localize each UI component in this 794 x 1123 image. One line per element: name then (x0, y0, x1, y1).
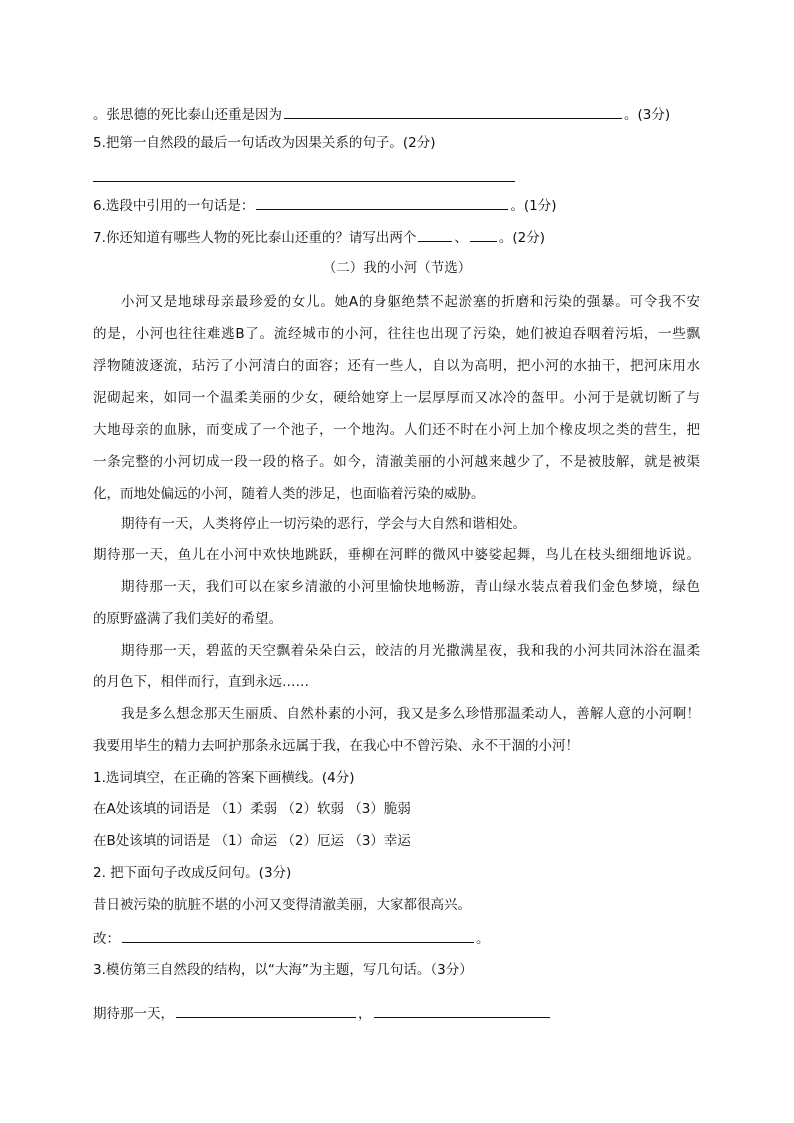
paragraph-2: 期待有一天，人类将停止一切污染的恶行，学会与大自然和谐相处。 (121, 516, 526, 532)
paragraph-4-line: 的原野盛满了我们美好的希望。 (93, 611, 282, 627)
answer-separator: ， (358, 1006, 372, 1022)
q7-separator: 、 (454, 230, 468, 246)
q5-question: 5.把第一自然段的最后一句话改为因果关系的句子。(2分) (93, 135, 436, 151)
answer-end: 。 (476, 931, 490, 947)
q6-line (93, 195, 557, 215)
q7-line (93, 227, 545, 247)
question-2-answer-blank[interactable] (122, 928, 474, 943)
q5-answer-blank[interactable] (93, 181, 515, 182)
question-1: 1.选词填空，在正确的答案下画横线。(4分) (93, 770, 355, 786)
paragraph-6-line: 我是多么想念那天生丽质、自然朴素的小河，我又是多么珍惜那温柔动人，善解人意的小河啊！ (121, 706, 700, 722)
question-3-answer-blank-1[interactable] (176, 1003, 356, 1018)
question-3: 3.模仿第三自然段的结构，以“大海”为主题，写几句话。（3分） (93, 962, 473, 978)
q7-answer-blank-1[interactable] (418, 227, 452, 242)
q7-text: 7.你还知道有哪些人物的死比泰山还重的？请写出两个 (93, 230, 417, 246)
paragraph-1-line: 泥砌起来，如同一个温柔美丽的少女，硬给她穿上一层厚厚而又冰冷的盔甲。小河于是就切断了与 (93, 390, 700, 406)
q6-answer-blank[interactable] (256, 195, 508, 210)
q4-score: 。(3分) (624, 107, 671, 123)
paragraph-3: 期待那一天，鱼儿在小河中欢快地跳跃，垂柳在河畔的微风中婆娑起舞，鸟儿在枝头细细地诉说。 (93, 547, 700, 563)
paragraph-6-line: 我要用毕生的精力去呵护那条永远属于我，在我心中不曾污染、永不干涸的小河！ (93, 738, 579, 754)
paragraph-1-line: 小河又是地球母亲最珍爱的女儿。她A的身躯绝禁不起淤塞的折磨和污染的强暴。可令我不安 (121, 294, 700, 310)
question-3-answer-line (93, 1003, 552, 1023)
paragraph-1-line: 大地母亲的血脉，而变成了一个池子，一个地沟。人们还不时在小河上加个橡皮坝之类的营生，把 (93, 422, 700, 438)
paragraph-1-line: 的是，小河也往往难逃B了。流经城市的小河，往往也出现了污染，她们被迫吞咽着污垢，一些飘 (93, 326, 700, 342)
paragraph-1-line: 一条完整的小河切成一段一段的格子。如今，清澈美丽的小河越来越少了，不是被肢解，就是被渠 (93, 454, 700, 470)
answer-label: 改： (93, 931, 120, 947)
answer-start: 期待那一天， (93, 1006, 174, 1022)
paragraph-1-line: 浮物随波逐流，玷污了小河清白的面容；还有一些人，自以为高明，把小河的水抽干，把河床用水 (93, 358, 700, 374)
q6-text: 6.选段中引用的一句话是： (93, 198, 255, 214)
paragraph-1-line: 化，而地处偏远的小河，随着人类的涉足，也面临着污染的威胁。 (93, 486, 485, 502)
q6-score: 。(1分) (510, 198, 557, 214)
question-2-sentence: 昔日被污染的肮脏不堪的小河又变得清澈美丽，大家都很高兴。 (93, 897, 471, 913)
paragraph-5-line: 的月色下，相伴而行，直到永远…… (93, 674, 309, 690)
q7-answer-blank-2[interactable] (470, 227, 497, 242)
question-1-option-a: 在A处该填的词语是 （1）柔弱 （2）软弱 （3）脆弱 (93, 801, 411, 817)
question-2: 2. 把下面句子改成反问句。(3分) (93, 865, 292, 881)
q4-text: 。张思德的死比泰山还重是因为 (93, 107, 282, 123)
passage-title: （二）我的小河（节选） (322, 260, 472, 276)
paragraph-5-line: 期待那一天，碧蓝的天空飘着朵朵白云，皎洁的月光撒满星夜，我和我的小河共同沐浴在温柔 (121, 643, 700, 659)
question-1-option-b: 在B处该填的词语是 （1）命运 （2）厄运 （3）幸运 (93, 833, 411, 849)
q7-score: 。(2分) (498, 230, 546, 246)
q4-line (93, 104, 670, 124)
question-3-answer-blank-2[interactable] (374, 1003, 550, 1018)
question-2-answer-line (93, 928, 490, 948)
paragraph-4-line: 期待那一天，我们可以在家乡清澈的小河里愉快地畅游，青山绿水装点着我们金色梦境，绿色 (121, 579, 700, 595)
q4-answer-blank[interactable] (284, 104, 622, 119)
